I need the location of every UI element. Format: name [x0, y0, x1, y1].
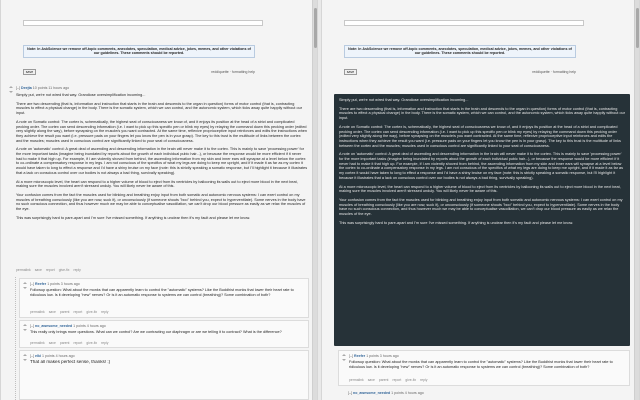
comment-header [348, 391, 424, 395]
comment-header [349, 354, 399, 358]
comment-paragraph: Simply put, we're not wired that way. Grandiose oversimplification incoming... [339, 98, 469, 102]
report-link[interactable]: report [392, 378, 402, 382]
reply-comment [19, 320, 309, 348]
give-fix-link[interactable]: give-fix [58, 268, 70, 272]
editor-button-row [344, 69, 576, 75]
permalink-link[interactable]: permalink [30, 310, 45, 314]
downvote-icon[interactable] [9, 91, 13, 93]
comment-actions [349, 378, 431, 382]
upvote-icon[interactable] [342, 354, 346, 356]
comment-paragraph: Your confusion comes from the fact the muscles used for blinking and breathing enjoy input from both somatic and autonomic nervous systems: I can exert control on my muscles of breathing consciously (like you are now, suck it), or unconsciously (if someone shouts "boo" behind you, expect to hyperventilate). Some nerves in the body have no such conscious connection, and thus however much we may be able to conceptualise vasodilation, we can't drop our blood pressure as easily as we relax the muscles of the eye. [16, 192, 306, 212]
comment-paragraph: A note on 'automatic' control: A great deal of ascending and descending information in the brain will never make it to the cortex. This is mainly to save 'processing power' for the more important tasks (imagine being inundated by reports about the growth of each individual pubic hair...), or because the response would be more efficient if it never had to make it that high up. For example, if I am violently shoved from behind, the ascending information from my skin and inner ears will synapse at a level below the cortex to co-ordinate a compensatory response in my legs. I am not conscious of the specifics of what my legs are doing to keep me upright, and if it made it as far as my cortex it would have taken to long to effect a response and I'd have a shiny bruise on my face (note: this is strictly speaking a somatic response, but I'll highlight it because it illustrates that a lack on conscious control over our bodies is not always a bad thing, survivally speaking). [16, 147, 308, 175]
guidelines-notice: Note: In AskScience we remove off-topic comments, anecdotes, speculation, medical advice, jokes, memes, and other violations of our guidelines. These comments should be reported. [23, 45, 255, 58]
comment-author[interactable]: Deejta [21, 86, 32, 90]
upvote-icon[interactable] [23, 354, 27, 356]
report-link[interactable]: report [73, 310, 83, 314]
comment-meta: 1 points 3 hours ago [366, 354, 399, 358]
collapse-toggle[interactable]: [–] [30, 354, 34, 358]
comment-paragraph: There are two descending (that is, information and instruction that starts in the brain and descends to the organ in question) forms of motor control (that is, contracting muscles to effect a physical change) in the body. There is the somatic system, which we can control, and the autonomic system, which ticks away quite happily without our input. [16, 101, 302, 116]
comment-body [16, 93, 308, 268]
comment-actions [30, 341, 112, 345]
vote-arrows[interactable] [342, 354, 346, 361]
give-fix-link[interactable]: give-fix [86, 341, 98, 345]
downvote-icon[interactable] [23, 359, 27, 361]
save-link[interactable]: save [367, 378, 375, 382]
child-comments [15, 277, 311, 400]
collapse-toggle[interactable]: [–] [30, 324, 34, 328]
comment-meta: 10 points 11 hours ago [32, 86, 70, 90]
scrollbar[interactable] [634, 0, 639, 400]
comment-body [339, 98, 625, 342]
comment-author[interactable]: no_awesome_needed [353, 391, 391, 395]
save-link[interactable]: save [48, 341, 56, 345]
comment-paragraph: A note on Somatic control: The cortex is, schematically, the highest seat of consciousness we know of, and it enjoys its position at the head of a strict and complicated pecking order. The cortex can send descending information (i.e. I want to pick up this specific pen or blink my eyes) by relaying the command down this pecking order (edited very slightly along the way), before synapsing on the muscle/s you want contracted. At the same time, reflexive proprioceptive input reinforces and edits the instructions when they achieve the result you want (i.e. pressure pads on your fingers let you know the pen is in your grasp). The key to this trust is the multitude of links between the cortex and the muscles; muscles used in conscious control are significantly linked to your seat of consciousness. [339, 124, 621, 148]
comment-header [16, 86, 69, 90]
comment-meta: 1 points 4 hours ago [42, 354, 75, 358]
styled-page-panel [321, 0, 640, 400]
comment-paragraph: This was surprisingly hard to pare-apart and I'm sure I've missed something. If anything is unclear then it's my fault and please let me know. [16, 215, 251, 220]
comment-body: That all makes perfect sense, thanks! :) [30, 360, 111, 364]
comment-paragraph: This was surprisingly hard to pare-apart and I'm sure I've missed something. If anything is unclear then it's my fault and please let me know. [339, 220, 574, 225]
upvote-icon[interactable] [23, 282, 27, 284]
comment-author[interactable]: elki [35, 354, 41, 358]
reply-comment [19, 350, 309, 400]
comment-textarea[interactable] [23, 20, 263, 26]
scroll-thumb[interactable] [314, 8, 317, 48]
reply-link[interactable]: reply [420, 378, 428, 382]
collapse-toggle[interactable]: [–] [348, 391, 352, 395]
comment-body: Followup question: What about the monks that can apparently learn to control the "automatic" systems? Like the Buddhist monks that lower their heart rate to ridiculous low. Is it developing "new" nerves? Or is it an automatic response to systems we can control (breathing)? Some combination of both? [349, 360, 613, 369]
help-links[interactable]: reddiquette · formatting help [532, 70, 576, 74]
original-page-panel [0, 0, 318, 400]
reply-link[interactable]: reply [101, 341, 109, 345]
parent-link[interactable]: parent [59, 341, 70, 345]
comment-actions [30, 310, 112, 314]
report-link[interactable]: report [73, 341, 83, 345]
give-fix-link[interactable]: give-fix [405, 378, 417, 382]
scroll-thumb[interactable] [636, 8, 639, 48]
editor-button-row [23, 69, 255, 75]
reply-link[interactable]: reply [73, 268, 81, 272]
report-link[interactable]: report [45, 268, 55, 272]
guidelines-notice: Note: In AskScience we remove off-topic comments, anecdotes, speculation, medical advice, jokes, memes, and other violations of our guidelines. These comments should be reported. [344, 45, 576, 58]
comment-paragraph: At a more microscopic level, the heart can respond to a higher volume of blood to eject from its ventricles by ballooning its walls out to eject more blood in the next beat, making sure the muscles involved aren't stressed unduly. You will likely never be aware of this. [339, 184, 621, 194]
vote-arrows[interactable] [23, 282, 27, 289]
comment-author[interactable]: no_awesome_needed [35, 324, 73, 328]
dark-comment-card [334, 94, 630, 346]
reply-link[interactable]: reply [101, 310, 109, 314]
comment-header [30, 354, 75, 358]
comment-meta: 1 points 3 hours ago [47, 282, 80, 286]
scrollbar[interactable] [312, 0, 317, 400]
give-fix-link[interactable]: give-fix [86, 310, 98, 314]
save-link[interactable]: save [48, 310, 56, 314]
upvote-icon[interactable] [23, 324, 27, 326]
parent-link[interactable]: parent [378, 378, 389, 382]
collapse-toggle[interactable]: [–] [16, 86, 20, 90]
comment-meta: 1 points 4 hours ago [73, 324, 106, 328]
comment-body: This really only brings more questions. What can we control? Are we contracting our diaphragm or are we telling it to contract? What is the difference? [30, 330, 282, 334]
comment-body: Followup question: What about the monks that can apparently learn to control the "automatic" systems? Like the Buddhist monks that lower their heart rate to ridiculous low. Is it developing "new" nerves? Or is it an automatic response to systems we can control (breathing)? Some combination of both? [30, 288, 294, 297]
downvote-icon[interactable] [342, 359, 346, 361]
comment-paragraph: At a more microscopic level, the heart can respond to a higher volume of blood to eject from its ventricles by ballooning its walls out to eject more blood in the next beat, making sure the muscles involved aren't stressed unduly. You will likely never be aware of this. [16, 179, 298, 189]
help-links[interactable]: reddiquette · formatting help [211, 70, 255, 74]
comment-paragraph: Simply put, we're not wired that way. Grandiose oversimplification incoming... [16, 93, 146, 97]
save-button[interactable]: save [23, 69, 36, 75]
reply-comment [19, 278, 309, 318]
comment-textarea[interactable] [344, 20, 584, 26]
permalink-link[interactable]: permalink [349, 378, 364, 382]
comment-paragraph: There are two descending (that is, information and instruction that starts in the brain and descends to the organ in question) forms of motor control (that is, contracting muscles to effect a physical change) in the body. There is the somatic system, which we can control, and the autonomic system, which ticks away quite happily without our input. [339, 106, 625, 121]
comment-header [30, 324, 106, 328]
vote-arrows[interactable] [9, 86, 13, 93]
comment-paragraph: Your confusion comes from the fact the muscles used for blinking and breathing enjoy input from both somatic and autonomic nervous systems: I can exert control on my muscles of breathing consciously (like you are now, suck it), or unconsciously (if someone shouts "boo" behind you, expect to hyperventilate). Some nerves in the body have no such conscious connection, and thus however much we may be able to conceptualise vasodilation, we can't drop our blood pressure as easily as we relax the muscles of the eye. [339, 197, 623, 217]
upvote-icon[interactable] [9, 86, 13, 88]
comment-author[interactable]: Reefer [354, 354, 366, 358]
reply-comment [338, 350, 630, 386]
comment-paragraph: A note on 'automatic' control: A great deal of ascending and descending information in the brain will never make it to the cortex. This is mainly to save 'processing power' for the more important tasks (imagine being inundated by reports about the growth of each individual pubic hair...), or because the response would be more efficient if it never had to make it that high up. For example, if I am violently shoved from behind, the ascending information from my skin and inner ears will synapse at a level below the cortex to co-ordinate a compensatory response in my legs. I am not conscious of the specifics of what my legs are doing to keep me upright, and if it made it as far as my cortex it would have taken to long to effect a response and I'd have a shiny bruise on my face (note: this is strictly speaking a somatic response, but I'll highlight it because it illustrates that a lack on conscious control over our bodies is not always a bad thing, survivally speaking). [339, 152, 624, 180]
parent-link[interactable]: parent [59, 310, 70, 314]
vote-arrows[interactable] [23, 324, 27, 331]
collapse-toggle[interactable]: [–] [30, 282, 34, 286]
comment-actions [16, 268, 85, 272]
downvote-icon[interactable] [23, 329, 27, 331]
permalink-link[interactable]: permalink [16, 268, 31, 272]
comment-author[interactable]: Reefer [35, 282, 47, 286]
comment-meta: 1 points 4 hours ago [391, 391, 424, 395]
save-button[interactable]: save [344, 69, 357, 75]
permalink-link[interactable]: permalink [30, 341, 45, 345]
collapse-toggle[interactable]: [–] [349, 354, 353, 358]
downvote-icon[interactable] [23, 287, 27, 289]
vote-arrows[interactable] [23, 354, 27, 361]
comment-header [30, 282, 80, 286]
save-link[interactable]: save [34, 268, 42, 272]
comment-paragraph: A note on Somatic control: The cortex is, schematically, the highest seat of consciousness we know of, and it enjoys its position at the head of a strict and complicated pecking order. The cortex can send descending information (i.e. I want to pick up this specific pen or blink my eyes) by relaying the command down this pecking order (edited very slightly along the way), before synapsing on the muscle/s you want contracted. At the same time, reflexive proprioceptive input reinforces and edits the instructions when they achieve the result you want (i.e. pressure pads on your fingers let you know the pen is in your grasp). The key to this trust is the multitude of links between the cortex and the muscles; muscles used in conscious control are significantly linked to your seat of consciousness. [16, 119, 308, 143]
